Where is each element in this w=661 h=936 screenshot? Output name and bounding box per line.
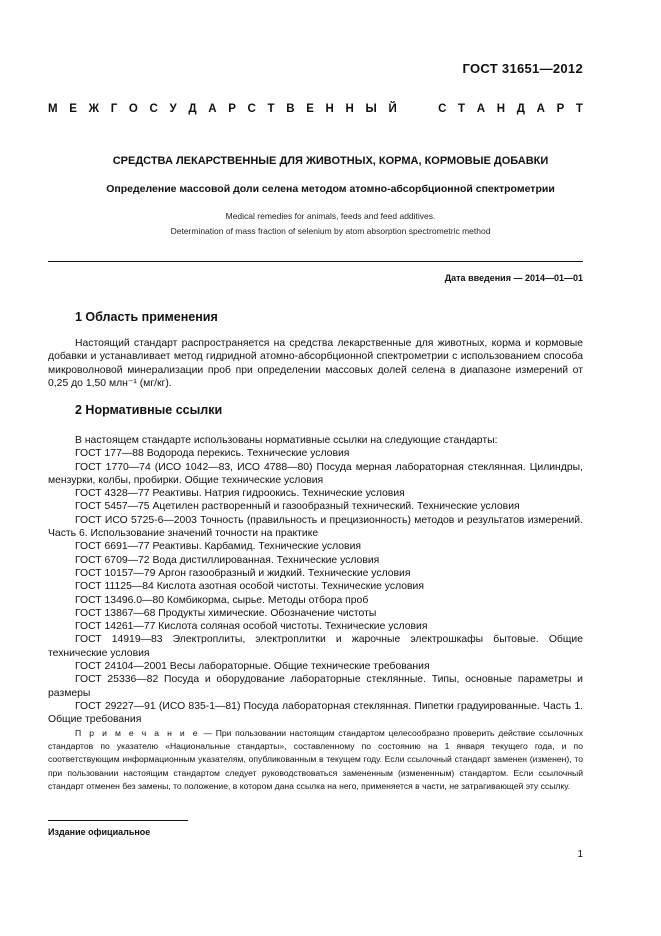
section-1-body [48, 337, 583, 390]
reference-item: ГОСТ 5457—75 Ацетилен растворенный и газообразный технический. Технические условия [75, 501, 520, 513]
banner-letter: Т [458, 103, 466, 115]
english-title-line-2: Determination of mass fraction of selenium by atom absorption spectrometric method [170, 226, 491, 236]
page-number: 1 [577, 849, 583, 860]
reference-item: ГОСТ 24104—2001 Весы лабораторные. Общие технические требования [75, 661, 430, 673]
reference-item: ГОСТ 6691—77 Реактивы. Карбамид. Технические условия [75, 541, 362, 553]
banner-letter: Ы [365, 103, 377, 115]
reference-item: ГОСТ 1770—74 (ИСО 1042—83, ИСО 4788—80) Посуда мерная лабораторная стеклянная. Цилиндры, мензурки, колбы, пробирки. Общие технические условия [48, 461, 583, 486]
introduction-date: Дата введения — 2014—01—01 [444, 273, 583, 283]
banner-letter: Е [69, 103, 77, 115]
banner-letter: С [247, 103, 256, 115]
banner-letter: С [149, 103, 158, 115]
banner-letter: Т [575, 103, 583, 115]
reference-item: ГОСТ 25336—82 Посуда и оборудование лабораторные стеклянные. Типы, основные параметры и размеры [48, 674, 583, 699]
footer-divider [48, 820, 188, 821]
banner-letter: В [286, 103, 295, 115]
banner-letter: Й [388, 103, 397, 115]
banner-letter: Р [228, 103, 236, 115]
banner-letter: Е [306, 103, 314, 115]
banner-letter: М [48, 103, 58, 115]
reference-item: ГОСТ 11125—84 Кислота азотная особой чистоты. Технические условия [75, 581, 424, 593]
banner-letter: А [476, 103, 486, 115]
banner-letter: Н [496, 103, 506, 115]
standard-number: ГОСТ 31651—2012 [462, 61, 583, 76]
reference-item: ГОСТ 14919—83 Электроплиты, электроплитки и жарочные электрошкафы бытовые. Общие технические условия [48, 634, 583, 659]
section-2-body [48, 434, 583, 727]
reference-item: ГОСТ 14261—77 Кислота соляная особой чистоты. Технические условия [75, 621, 428, 633]
banner-letter: Р [556, 103, 565, 115]
reference-list [48, 447, 583, 726]
banner-letter: О [128, 103, 138, 115]
reference-item: ГОСТ ИСО 5725-6—2003 Точность (правильность и прецизионность) методов и результатов измерений. Часть 6. Использование значений точности на практике [48, 514, 583, 540]
section-1-heading: 1 Область применения [75, 310, 218, 324]
banner-letter: С [438, 103, 447, 115]
banner-letter: Д [516, 103, 525, 115]
reference-item: ГОСТ 13496.0—80 Комбикорма, сырье. Методы отбора проб [75, 594, 369, 606]
banner-letter: А [208, 103, 217, 115]
banner-letter: Т [267, 103, 275, 115]
banner-letter: У [169, 103, 177, 115]
reference-item: ГОСТ 177—88 Водорода перекись. Технические условия [75, 448, 350, 460]
banner-letter: Н [345, 103, 354, 115]
reference-item: ГОСТ 6709—72 Вода дистиллированная. Технические условия [75, 554, 380, 566]
banner-letter: Д [188, 103, 197, 115]
banner-letter: Ж [88, 103, 100, 115]
references-intro: В настоящем стандарте использованы нормативные ссылки на следующие стандарты: [75, 435, 498, 446]
section-2-heading: 2 Нормативные ссылки [75, 403, 223, 417]
reference-item: ГОСТ 10157—79 Аргон газообразный и жидкий. Технические условия [75, 567, 411, 579]
note-label: П р и м е ч а н и е [75, 728, 200, 738]
banner-letter: Г [110, 103, 118, 115]
note-paragraph [48, 727, 583, 793]
document-subtitle: Определение массовой доли селена методом атомно-абсорбционной спектрометрии [106, 183, 555, 195]
reference-item: ГОСТ 13867—68 Продукты химические. Обозначение чистоты [75, 607, 377, 619]
edition-label: Издание официальное [48, 827, 151, 837]
banner-letter: Н [325, 103, 334, 115]
reference-item: ГОСТ 29227—91 (ИСО 835-1—81) Посуда лабораторная стеклянная. Пипетки градуированные. Часть 1. Общие требования [48, 700, 583, 726]
document-title: СРЕДСТВА ЛЕКАРСТВЕННЫЕ ДЛЯ ЖИВОТНЫХ, КОРМА, КОРМОВЫЕ ДОБАВКИ [112, 155, 549, 167]
note-text: — При пользовании настоящим стандартом целесообразно проверить действие ссылочных стандартов по указателю «Национальные стандарты», составленному по состоянию на 1 января текущего года, и по соответствующим информационным указателям, опубликованным в текущем году. Если ссылочный стандарт заменен (изменен), то при пользовании настоящим стандартом следует руководствоваться замененным (измененным) стандартом. Если ссылочный стандарт отменен без замены, то положение, в котором дана ссылка на него, применяется в части, не затрагивающей эту ссылку. [48, 728, 583, 791]
scope-paragraph: Настоящий стандарт распространяется на средства лекарственные для животных, корма и кормовые добавки и устанавливает метод гидридной атомно-абсорбционной спектрометрии с использованием способа микроволновой минерализации проб при определении массовых долей селена в диапазоне измерений от 0,25 до 1,50 млн⁻¹ (мг/кг). [48, 338, 583, 389]
interstate-standard-banner [48, 103, 583, 115]
header-divider [48, 261, 583, 262]
english-title-line-1: Medical remedies for animals, feeds and feed additives. [225, 211, 436, 221]
banner-letter: А [536, 103, 545, 115]
reference-item: ГОСТ 4328—77 Реактивы. Натрия гидроокись. Технические условия [75, 488, 405, 500]
banner-letter [408, 103, 426, 115]
